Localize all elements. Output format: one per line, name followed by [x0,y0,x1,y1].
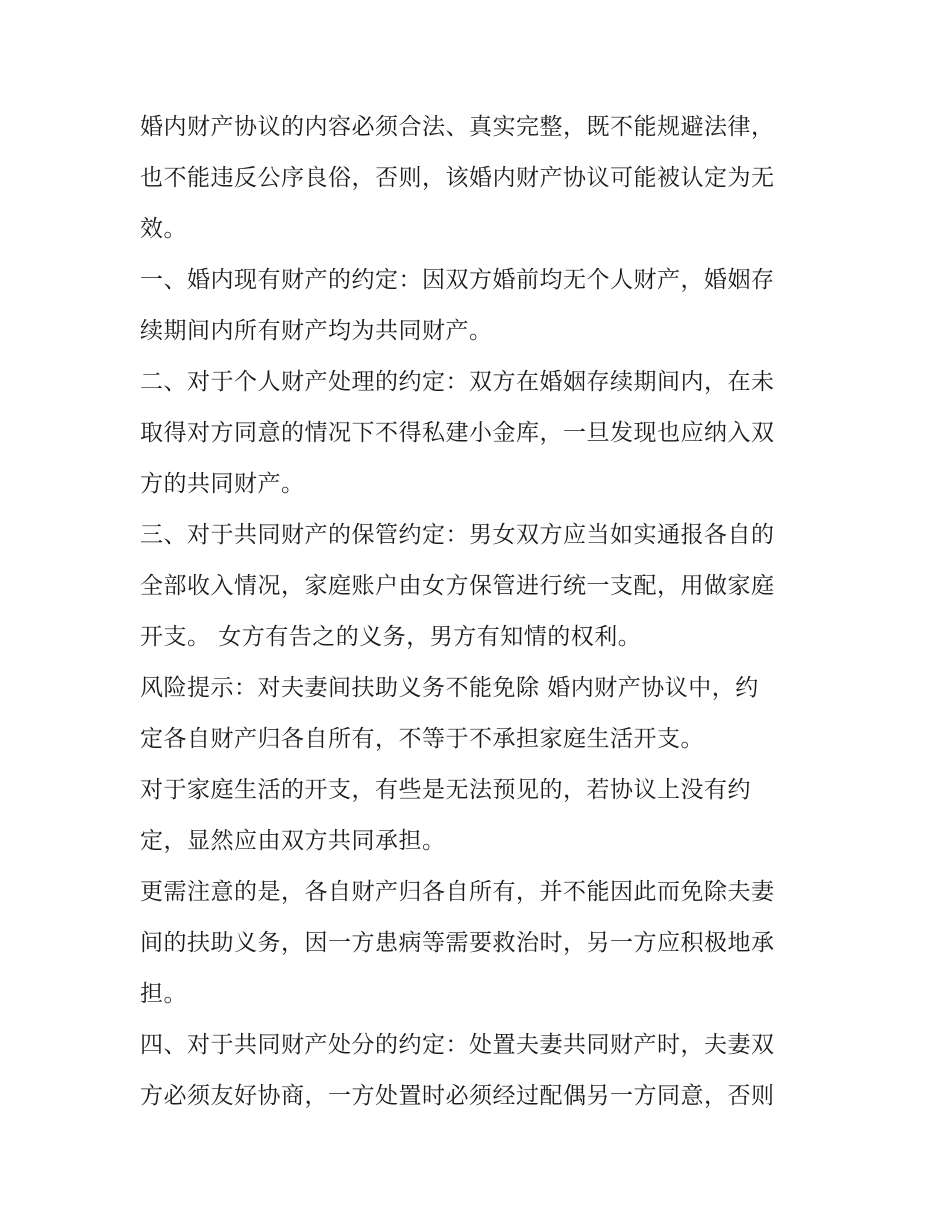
text-line: 定，显然应由双方共同承担。 [140,828,446,854]
text-line: 也不能违反公序良俗，否则，该婚内财产协议可能被认定为无 [140,165,775,191]
text-line: 续期间内所有财产均为共同财产。 [140,318,493,344]
document-body [140,102,820,1122]
text-line: 风险提示：对夫妻间扶助义务不能免除 婚内财产协议中，约 [140,675,759,701]
text-line: 二、对于个人财产处理的约定：双方在婚姻存续期间内，在未 [140,369,775,395]
text-line: 更需注意的是，各自财产归各自所有，并不能因此而免除夫妻 [140,879,775,905]
text-line: 全部收入情况，家庭账户由女方保管进行统一支配，用做家庭 [140,573,775,599]
text-line: 一、婚内现有财产的约定：因双方婚前均无个人财产，婚姻存 [140,267,775,293]
text-line: 方的共同财产。 [140,471,305,497]
text-line: 方必须友好协商，一方处置时必须经过配偶另一方同意，否则 [140,1083,775,1109]
text-line: 取得对方同意的情况下不得私建小金库，一旦发现也应纳入双 [140,420,775,446]
text-line: 间的扶助义务，因一方患病等需要救治时，另一方应积极地承 [140,930,775,956]
text-line: 三、对于共同财产的保管约定：男女双方应当如实通报各自的 [140,522,775,548]
text-line: 婚内财产协议的内容必须合法、真实完整，既不能规避法律， [140,114,775,140]
text-line: 对于家庭生活的开支，有些是无法预见的，若协议上没有约 [140,777,751,803]
text-line: 担。 [140,981,187,1007]
text-line: 四、对于共同财产处分的约定：处置夫妻共同财产时，夫妻双 [140,1032,775,1058]
text-line: 定各自财产归各自所有，不等于不承担家庭生活开支。 [140,726,704,752]
text-line: 效。 [140,216,187,242]
text-line: 开支。 女方有告之的义务，男方有知情的权利。 [140,624,642,650]
